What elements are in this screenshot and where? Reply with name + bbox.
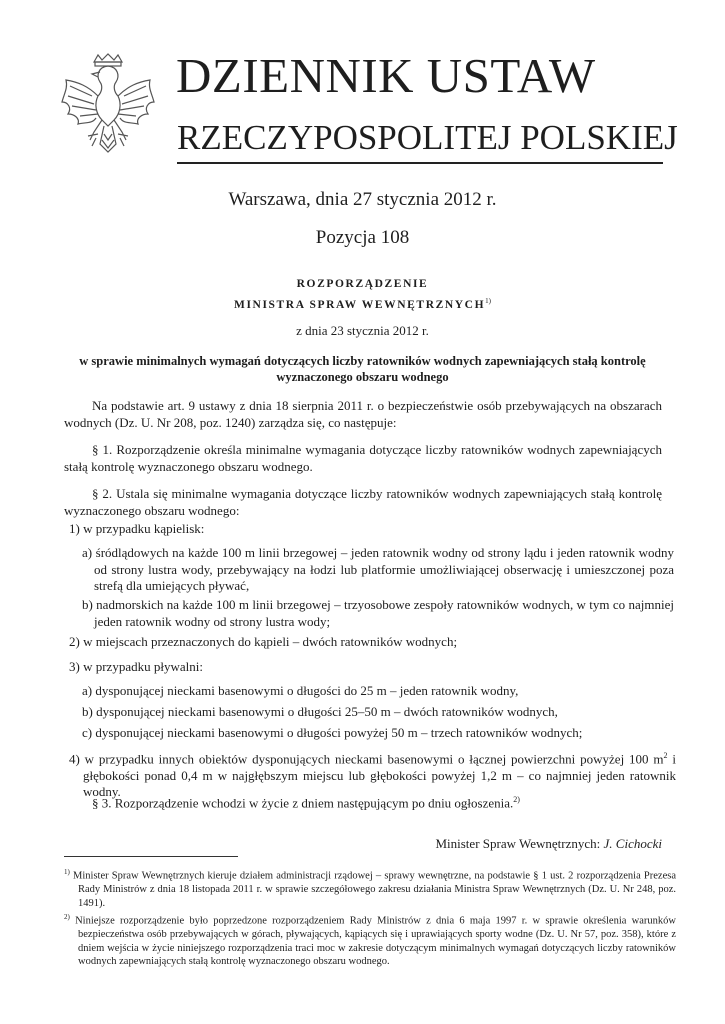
act-authority [0,293,725,313]
footnote-1-text: Minister Spraw Wewnętrznych kieruje działem administracji rządowej – sprawy wewnętrzne, na podstawie § 1 ust. 2 rozporządzenia Prezesa Rady Ministrów z dnia 18 listopada 2011 r. w sprawie szczegółowego zakresu działania Ministra Spraw Wewnętrznych (Dz. U. Nr 248, poz. 1491). [73,870,676,909]
act-type: ROZPORZĄDZENIE [296,278,429,290]
preamble: Na podstawie art. 9 ustawy z dnia 18 sierpnia 2011 r. o bezpieczeństwie osób przebywających na obszarach wodnych (Dz. U. Nr 208, poz. 1240) zarządza się, co następuje: [64,398,662,430]
list-item-point-3c: c) dysponującej nieckami basenowymi o długości powyżej 50 m – trzech ratowników wodnych; [82,725,583,740]
footnote-ref-1[interactable]: 1) [485,297,491,305]
masthead-divider [177,162,663,164]
paragraph-2-intro: § 2. Ustala się minimalne wymagania dotyczące liczby ratowników wodnych zapewniających stałą kontrolę wyznaczonego obszaru wodnego: [64,486,662,518]
footnote-ref-2[interactable]: 2) [513,795,520,804]
list-item-point-1: 1) w przypadku kąpielisk: [69,521,205,536]
act-authority-text: MINISTRA SPRAW WEWNĘTRZNYCH [234,298,486,311]
footnote-2-text: Niniejsze rozporządzenie było poprzedzone rozporządzeniem Rady Ministrów z dnia 6 maja 1997 r. w sprawie określenia warunków bezpieczeństwa osób przebywających w górach, pływających, kąpiących się i uprawiających sporty wodne (Dz. U. Nr 57, poz. 358), które z dniem wejścia w życie niniejszego rozporządzenia traci moc w zakresie dotyczącym minimalnych wymagań dotyczących liczby ratowników wodnych zapewniających stałą kontrolę wyznaczonego obszaru wodnego. [75,915,676,968]
signature-name: J. Cichocki [603,836,662,851]
point-4-text-end: i głębokości ponad 0,4 m w najgłębszym miejscu lub głębokości powyżej 1,2 m – co najmniej jeden ratownik wodny. [83,751,676,800]
act-date: z dnia 23 stycznia 2012 r. [296,323,429,338]
issue-position: Pozycja 108 [315,227,410,248]
signature-role: Minister Spraw Wewnętrznych: [435,836,601,851]
paragraph-3-text: § 3. Rozporządzenie wchodzi w życie z dniem następującym po dniu ogłoszenia. [92,795,514,811]
masthead-title: DZIENNIK USTAW [176,48,596,103]
footnote-divider [64,856,238,857]
polish-eagle-emblem-icon [58,52,158,156]
point-4-text-start: 4) w przypadku innych obiektów dysponujących nieckami basenowymi o łącznej powierzchni powyżej 100 m [69,751,664,767]
square-metre-exponent: 2 [663,751,668,760]
footnote-2-mark: 2) [64,913,70,921]
list-item-point-3: 3) w przypadku pływalni: [69,659,203,674]
list-item-point-3b: b) dysponującej nieckami basenowymi o długości 25–50 m – dwóch ratowników wodnych, [82,704,558,719]
list-item-point-3a: a) dysponującej nieckami basenowymi o długości do 25 m – jeden ratownik wodny, [82,683,519,698]
paragraph-3 [64,792,662,812]
list-item-point-1b: b) nadmorskich na każde 100 m linii brzegowej – trzyosobowe zespoły ratowników wodnych, w tym co najmniej jeden ratownik wodny od strony lustra wody; [82,597,674,629]
masthead-subtitle: RZECZYPOSPOLITEJ POLSKIEJ [177,118,678,157]
list-item-point-2: 2) w miejscach przeznaczonych do kąpieli – dwóch ratowników wodnych; [69,634,458,649]
footnote-2 [64,911,676,969]
signature [435,836,662,852]
act-subject: w sprawie minimalnych wymagań dotyczących liczby ratowników wodnych zapewniających stałą kontrolę wyznaczonego obszaru wodnego [79,354,646,384]
issue-date: Warszawa, dnia 27 stycznia 2012 r. [228,189,497,210]
paragraph-1: § 1. Rozporządzenie określa minimalne wymagania dotyczące liczby ratowników wodnych zapewniających stałą kontrolę wyznaczonego obszaru wodnego. [64,442,662,474]
footnote-1 [64,866,676,910]
footnote-1-mark: 1) [64,868,70,876]
list-item-point-1a: a) śródlądowych na każde 100 m linii brzegowej – jeden ratownik wodny od strony lądu i jeden ratownik wodny od strony lustra wody, przebywający na łodzi lub platformie umożliwiającej obserwację i umieszczonej poza strefą dla umiejących pływać, [82,545,674,593]
